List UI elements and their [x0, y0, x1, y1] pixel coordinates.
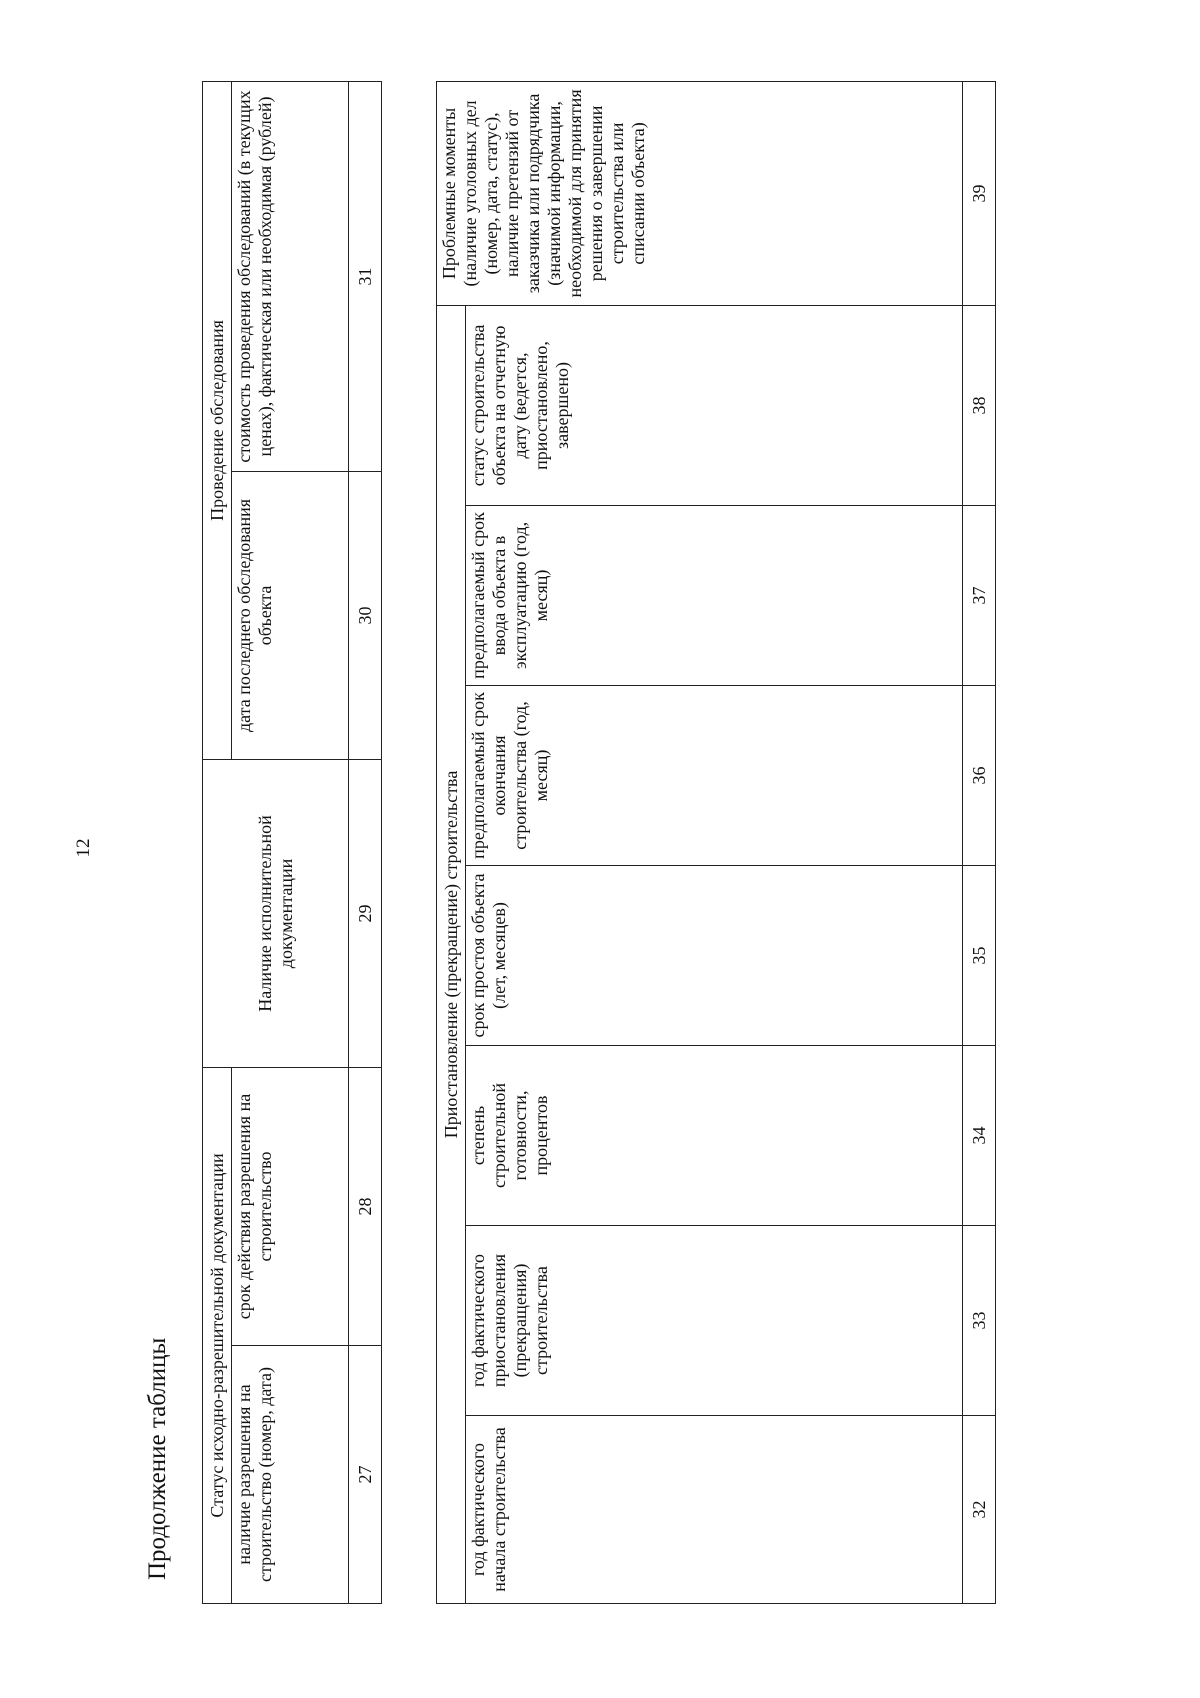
column-header-suspension-year: год фактического приостановления (прекращения) строительства — [466, 1226, 963, 1416]
column-header-idle-term: срок простоя объекта (лет, месяцев) — [466, 866, 963, 1046]
group-header-suspension: Приостановление (прекращение) строительства — [437, 305, 466, 1603]
table-2 — [436, 82, 996, 1604]
column-number: 36 — [963, 686, 996, 866]
column-header-completion-term: предполагаемый срок окончания строительства (год, месяц) — [466, 686, 963, 866]
column-number: 39 — [963, 81, 996, 305]
column-number: 33 — [963, 1226, 996, 1416]
column-number: 37 — [963, 506, 996, 686]
column-header-status: статус строительства объекта на отчетную дату (ведется, приостановлено, завершено) — [466, 305, 963, 505]
column-number: 30 — [349, 471, 382, 759]
column-header-permit-term: срок действия разрешения на строительство — [232, 1067, 349, 1345]
column-header-inspection-cost: стоимость проведения обследований (в текущих ценах), фактическая или необходимая (рублей) — [232, 81, 349, 471]
group-header-permits: Статус исходно-разрешительной документации — [203, 1067, 232, 1603]
group-header-inspection: Проведение обследования — [203, 81, 232, 759]
column-header-commissioning-term: предполагаемый срок ввода объекта в эксплуатацию (год, месяц) — [466, 506, 963, 686]
column-number: 38 — [963, 305, 996, 505]
column-header-start-year: год фактического начала строительства — [466, 1416, 963, 1604]
table-caption: Продолжение таблицы — [144, 1337, 171, 1580]
column-number: 29 — [349, 759, 382, 1067]
column-number: 35 — [963, 866, 996, 1046]
page-number: 12 — [73, 838, 94, 858]
column-number: 28 — [349, 1067, 382, 1345]
column-number: 27 — [349, 1346, 382, 1604]
column-header-last-inspection: дата последнего обследования объекта — [232, 471, 349, 759]
column-number: 31 — [349, 81, 382, 471]
column-header-issues: Проблемные моменты (наличие уголовных дел (номер, дата, статус), наличие претензий от заказчика или подрядчика (значимой информации, необходимой для принятия решения о завершении строительства или списании объекта) — [437, 81, 963, 305]
column-number: 32 — [963, 1416, 996, 1604]
column-header-executive-docs: Наличие исполнительной документации — [203, 759, 349, 1067]
caption-wrapper — [138, 1200, 178, 1580]
column-header-permit: наличие разрешения на строительство (номер, дата) — [232, 1346, 349, 1604]
column-header-readiness: степень строительной готовности, процентов — [466, 1046, 963, 1226]
table-1 — [202, 82, 382, 1604]
column-number: 34 — [963, 1046, 996, 1226]
